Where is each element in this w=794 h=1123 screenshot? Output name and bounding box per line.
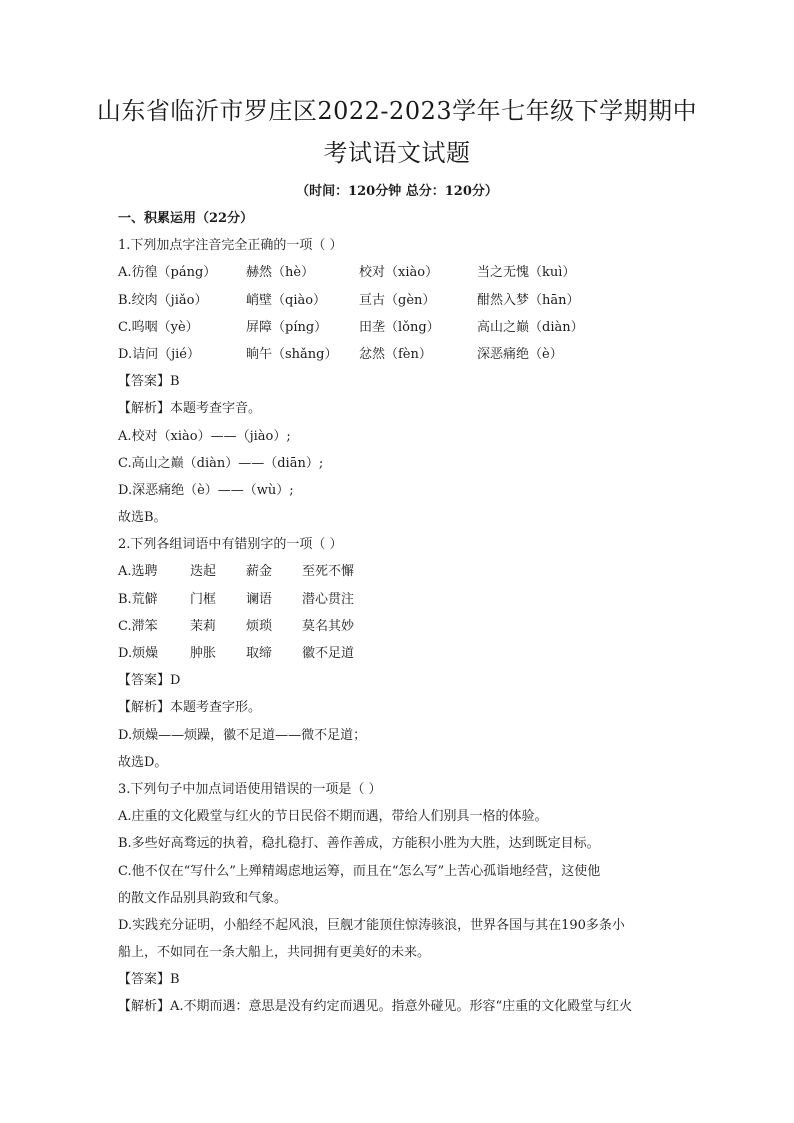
q1-cell: C.呜咽（yè） xyxy=(118,319,199,335)
q1-cell: 当之无愧（kuì） xyxy=(477,265,576,281)
q3-answer: 【答案】B xyxy=(118,972,180,988)
q3-line: C.他不仅在“写什么”上殚精竭虑地运筹，而且在“怎么写”上苦心孤诣地经营，这使他 xyxy=(118,863,601,879)
q2-cell: 烦琐 xyxy=(246,618,273,634)
q2-conclusion: 故选D。 xyxy=(118,754,168,770)
q1-option-b xyxy=(118,287,688,314)
q2-option-c xyxy=(118,613,688,640)
q1-option-a xyxy=(118,259,688,286)
q1-option-c xyxy=(118,314,688,341)
q1-conclusion: 故选B。 xyxy=(118,510,167,526)
q2-cell: 取缔 xyxy=(246,646,273,661)
q2-cell: 门框 xyxy=(190,591,217,607)
q1-cell: 校对（xiào） xyxy=(359,265,439,281)
q3-line: 船上，不如同在一条大船上，共同拥有更美好的未来。 xyxy=(118,945,431,961)
exam-content xyxy=(118,205,688,1021)
q1-cell: 酣然入梦（hān） xyxy=(477,292,580,308)
q1-cell: B.绞肉（jiǎo） xyxy=(118,292,208,308)
q2-cell: 薪金 xyxy=(246,564,273,580)
q1-cell: 晌午（shǎng） xyxy=(246,346,338,362)
q1-cell: D.诘问（jié） xyxy=(118,346,200,362)
q1-answer: 【答案】B xyxy=(118,374,180,390)
q2-analysis: 【解析】本题考查字形。 xyxy=(118,700,262,716)
q1-cell: A.彷徨（páng） xyxy=(118,265,217,281)
q1-note: C.高山之巅（diàn）——（diān）; xyxy=(118,455,324,471)
q1-cell: 亘古（gèn） xyxy=(359,292,436,308)
q2-cell: D.烦燥 xyxy=(118,646,159,661)
q2-cell: B.荒僻 xyxy=(118,591,158,607)
q2-cell: 谰语 xyxy=(246,591,273,607)
q2-answer: 【答案】D xyxy=(118,673,181,689)
q1-stem: 1.下列加点字注音完全正确的一项（ ） xyxy=(118,238,343,254)
q3-line: A.庄重的文化殿堂与红火的节日民俗不期而遇，带给人们别具一格的体验。 xyxy=(118,809,548,825)
q3-stem: 3.下列句子中加点词语使用错误的一项是（ ） xyxy=(118,781,382,797)
q1-cell: 屏障（píng） xyxy=(246,319,328,335)
q1-note: A.校对（xiào）——（jiào）; xyxy=(118,428,291,444)
q2-cell: C.滞笨 xyxy=(118,618,158,634)
page-subtitle: 考试语文试题 xyxy=(323,139,471,167)
q3-line: 的散文作品别具韵致和气象。 xyxy=(118,890,288,906)
page-title: 山东省临沂市罗庄区2022-2023学年七年级下学期期中 xyxy=(96,97,698,125)
q1-cell: 田垄（lǒng） xyxy=(359,319,440,335)
q2-option-d xyxy=(118,640,688,667)
section-heading: 一、积累运用（22分） xyxy=(118,211,254,226)
q2-cell: 潜心贯注 xyxy=(302,591,355,607)
q2-cell: 茉莉 xyxy=(190,618,217,634)
q3-line: B.多些好高骛远的执着，稳扎稳打、善作善成，方能积小胜为大胜，达到既定目标。 xyxy=(118,836,600,852)
q1-cell: 忿然（fèn） xyxy=(359,346,432,362)
q2-note: D.烦燥——烦躁，徽不足道——微不足道； xyxy=(118,727,367,743)
q1-note: D.深恶痛绝（è）——（wù）; xyxy=(118,482,294,498)
q2-stem: 2.下列各组词语中有错别字的一项（ ） xyxy=(118,537,343,553)
q1-cell: 赫然（hè） xyxy=(246,265,315,281)
exam-meta: （时间：120分钟 总分：120分） xyxy=(296,184,498,199)
q3-line: D.实践充分证明，小船经不起风浪，巨舰才能顶住惊涛骇浪，世界各国与其在190多条小 xyxy=(118,917,625,933)
q2-cell: 肿胀 xyxy=(190,646,217,661)
q2-cell: 至死不懈 xyxy=(302,564,355,580)
q1-cell: 深恶痛绝（è） xyxy=(477,346,563,362)
q1-analysis: 【解析】本题考查字音。 xyxy=(118,401,262,417)
q2-cell: 莫名其妙 xyxy=(302,618,355,634)
q2-option-a xyxy=(118,558,688,585)
q2-cell: 徽不足道 xyxy=(302,646,355,661)
q1-cell: 峭壁（qiào） xyxy=(246,292,327,308)
q2-cell: 迭起 xyxy=(190,564,217,580)
q1-cell: 高山之巅（diàn） xyxy=(477,319,584,335)
q2-cell: A.选聘 xyxy=(118,564,158,580)
q3-analysis: 【解析】A.不期而遇：意思是没有约定而遇见。指意外碰见。形容“庄重的文化殿堂与红火 xyxy=(118,999,633,1015)
q2-option-b xyxy=(118,586,688,613)
q1-option-d xyxy=(118,341,688,368)
